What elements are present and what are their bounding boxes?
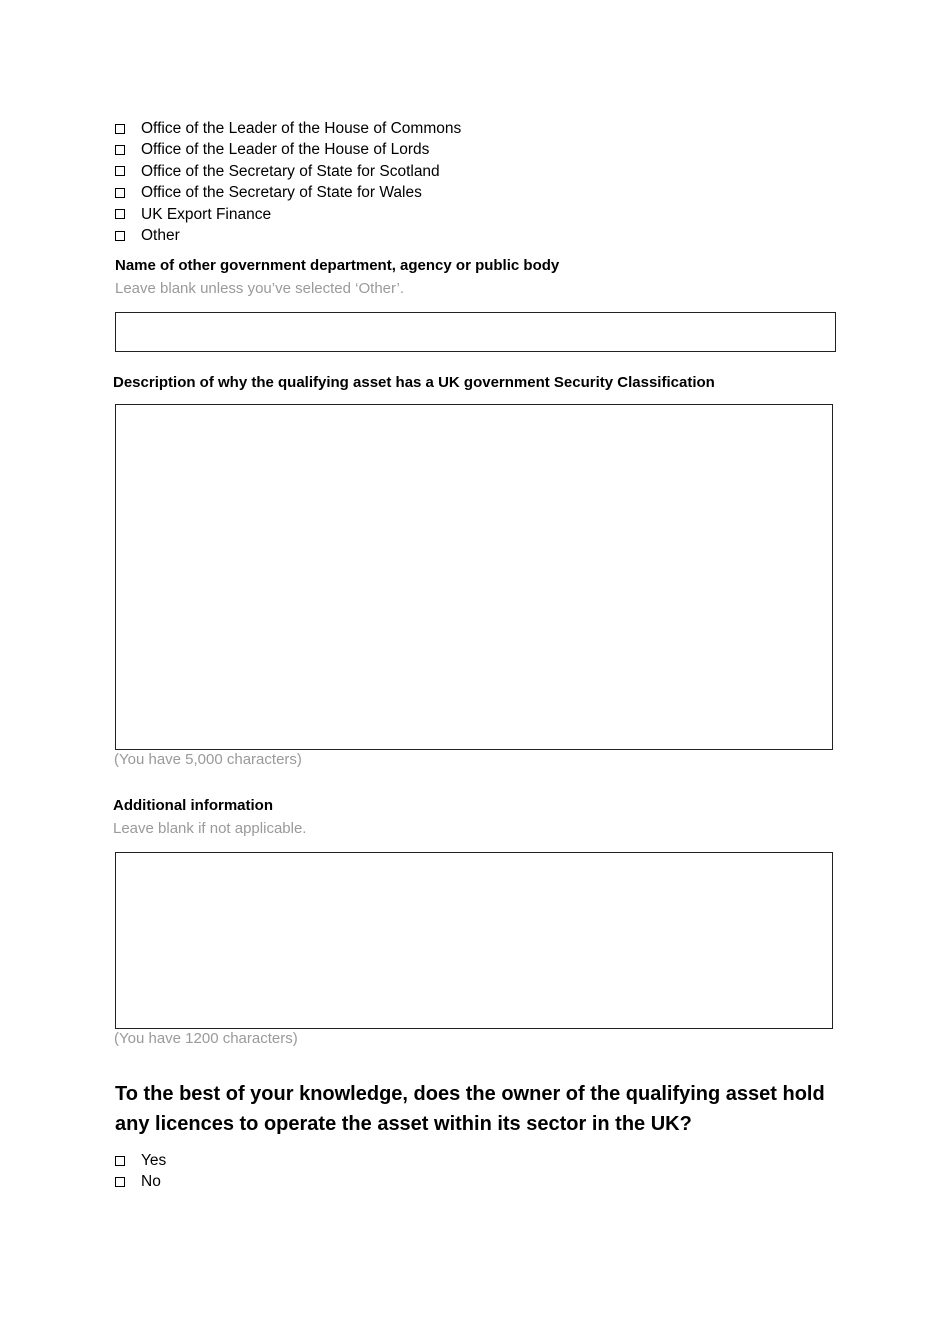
licences-option-yes[interactable] [115,1150,166,1171]
department-option-label: Office of the Secretary of State for Wales [141,184,422,202]
checkbox[interactable] [115,188,125,198]
department-option[interactable] [115,118,461,139]
licences-checklist [115,1150,166,1193]
additional-info-char-counter: (You have 1200 characters) [114,1030,298,1047]
description-char-counter: (You have 5,000 characters) [114,751,302,768]
department-checklist [115,118,461,246]
checkbox[interactable] [115,124,125,134]
checkbox[interactable] [115,166,125,176]
department-option-other[interactable] [115,225,461,246]
department-option-label: Office of the Leader of the House of Lords [141,141,430,159]
additional-info-textarea[interactable] [115,852,833,1029]
checkbox[interactable] [115,209,125,219]
department-option[interactable] [115,182,461,203]
checkbox[interactable] [115,145,125,155]
licences-option-no[interactable] [115,1171,166,1192]
checkbox[interactable] [115,1177,125,1187]
additional-info-label: Additional information [113,797,273,814]
checkbox[interactable] [115,1156,125,1166]
department-option-label: UK Export Finance [141,205,272,223]
description-label: Description of why the qualifying asset has a UK government Security Classification [113,374,715,391]
licences-option-label: Yes [141,1151,167,1169]
other-name-hint: Leave blank unless you’ve selected ‘Other’. [115,280,405,297]
department-option[interactable] [115,139,461,160]
other-name-input[interactable] [115,312,836,352]
additional-info-hint: Leave blank if not applicable. [113,820,307,837]
checkbox[interactable] [115,231,125,241]
other-name-label: Name of other government department, agency or public body [115,257,560,274]
licences-question: To the best of your knowledge, does the owner of the qualifying asset hold any licences to operate the asset within its sector in the UK? [115,1083,825,1135]
department-option[interactable] [115,204,461,225]
department-option-label: Office of the Leader of the House of Commons [141,119,462,137]
description-textarea[interactable] [115,404,833,750]
licences-option-label: No [141,1173,161,1191]
department-option[interactable] [115,161,461,182]
department-option-label: Other [141,226,180,244]
department-option-label: Office of the Secretary of State for Scotland [141,162,440,180]
